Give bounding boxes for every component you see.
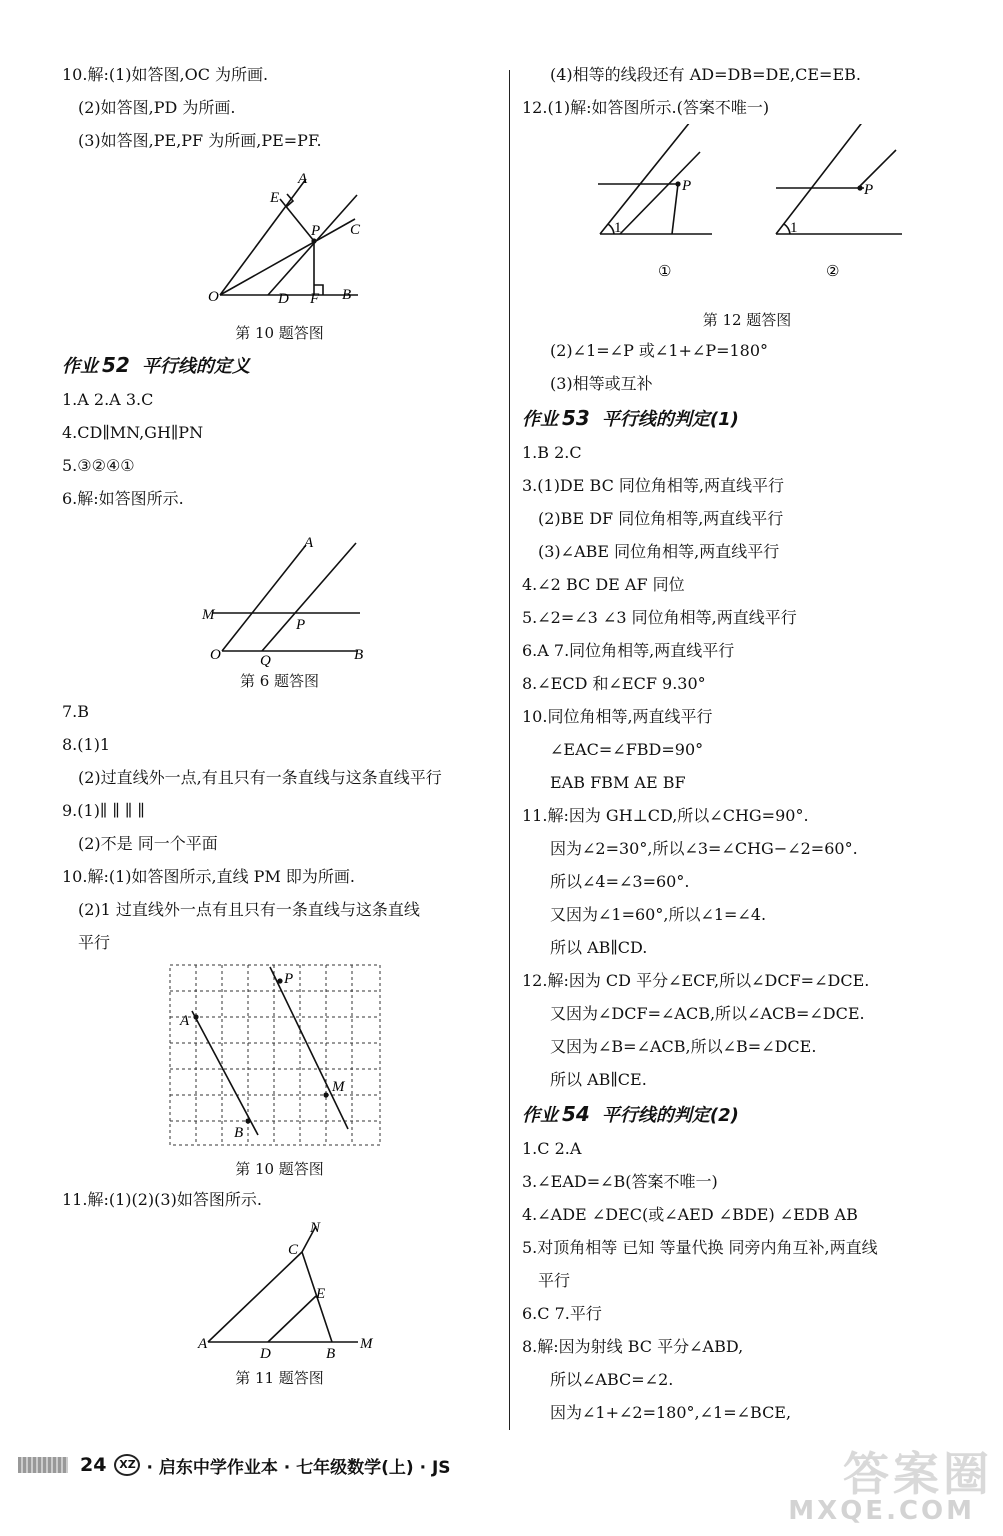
label-M: M bbox=[202, 607, 215, 623]
answer-line: ∠EAC=∠FBD=90° bbox=[550, 740, 704, 759]
section-prefix: 作业 bbox=[522, 409, 558, 430]
answer-line: 9.(1)∥ ∥ ∥ ∥ bbox=[62, 801, 145, 820]
section-title: 平行线的定义 bbox=[141, 356, 250, 377]
answer-line: 3.(1)DE BC 同位角相等,两直线平行 bbox=[522, 476, 784, 495]
label-Q: Q bbox=[260, 653, 271, 667]
label-O: O bbox=[210, 647, 221, 663]
label-P: P bbox=[311, 223, 321, 239]
figure-caption: 第 6 题答图 bbox=[239, 672, 320, 690]
answer-line: (2)不是 同一个平面 bbox=[78, 834, 218, 853]
answer-line: 8.(1)1 bbox=[62, 735, 111, 754]
figure-q10-angle-bisector bbox=[62, 157, 497, 319]
barcode-strip bbox=[18, 1457, 68, 1473]
answer-line: 3.∠EAD=∠B(答案不唯一) bbox=[522, 1172, 718, 1191]
label-A: A bbox=[180, 1013, 190, 1029]
answer-line: 5.③②④① bbox=[62, 456, 135, 475]
label-B: B bbox=[342, 287, 352, 303]
answer-line: 11.解:(1)(2)(3)如答图所示. bbox=[62, 1190, 262, 1209]
answer-line: (3)如答图,PE,PF 为所画,PE=PF. bbox=[78, 131, 322, 150]
answer-line: (2)1 过直线外一点有且只有一条直线与这条直线 bbox=[78, 900, 420, 919]
section-prefix: 作业 bbox=[522, 1105, 558, 1126]
label-A: A bbox=[304, 535, 314, 551]
label-C: C bbox=[288, 1242, 299, 1258]
section-title: 平行线的判定(1) bbox=[601, 409, 739, 430]
figure-caption: 第 10 题答图 bbox=[235, 1160, 324, 1178]
answer-line: 5.对顶角相等 已知 等量代换 同旁内角互补,两直线 bbox=[522, 1238, 878, 1257]
answer-line: 8.解:因为射线 BC 平分∠ABD, bbox=[522, 1337, 744, 1356]
answer-line: 12.(1)解:如答图所示.(答案不唯一) bbox=[522, 98, 770, 117]
section-number: 54 bbox=[562, 1102, 590, 1126]
answer-line: 因为∠1+∠2=180°,∠1=∠BCE, bbox=[550, 1403, 792, 1422]
label-N: N bbox=[310, 1220, 321, 1236]
label-B: B bbox=[234, 1125, 244, 1141]
answer-line: 4.∠ADE ∠DEC(或∠AED ∠BDE) ∠EDB AB bbox=[522, 1205, 858, 1224]
label-P: P bbox=[296, 617, 306, 633]
answer-line: 平行 bbox=[538, 1271, 571, 1290]
answer-line: 平行 bbox=[78, 933, 111, 952]
answer-line: 8.∠ECD 和∠ECF 9.30° bbox=[522, 674, 706, 693]
answer-line: 1.C 2.A bbox=[522, 1139, 582, 1158]
subfigure-2-label: ② bbox=[826, 264, 840, 280]
answer-line: 1.B 2.C bbox=[522, 443, 582, 462]
section-prefix: 作业 bbox=[62, 356, 98, 377]
answer-line: 4.∠2 BC DE AF 同位 bbox=[522, 575, 685, 594]
label-M: M bbox=[360, 1336, 373, 1352]
label-P: P bbox=[864, 182, 874, 198]
figure-q12 bbox=[522, 124, 972, 306]
answer-line: 又因为∠1=60°,所以∠1=∠4. bbox=[550, 905, 767, 924]
column-divider bbox=[509, 70, 510, 1430]
section-number: 53 bbox=[562, 406, 590, 430]
figure-caption: 第 10 题答图 bbox=[235, 324, 324, 342]
answer-line: 所以 AB∥CE. bbox=[550, 1070, 647, 1089]
label-A: A bbox=[298, 171, 308, 187]
answer-line: 1.A 2.A 3.C bbox=[62, 390, 154, 409]
answer-line: 所以∠4=∠3=60°. bbox=[550, 872, 690, 891]
answer-line: 11.解:因为 GH⊥CD,所以∠CHG=90°. bbox=[522, 806, 809, 825]
answer-line: 所以∠ABC=∠2. bbox=[550, 1370, 674, 1389]
label-1: 1 bbox=[614, 220, 622, 236]
section-number: 52 bbox=[102, 353, 130, 377]
figure-caption: 第 11 题答图 bbox=[235, 1369, 324, 1387]
answer-line: 10.解:(1)如答图,OC 为所画. bbox=[62, 65, 269, 84]
page-number: 24 bbox=[80, 1454, 107, 1476]
answer-line: (4)相等的线段还有 AD=DB=DE,CE=EB. bbox=[550, 65, 861, 84]
label-P: P bbox=[682, 178, 692, 194]
label-O: O bbox=[208, 289, 219, 305]
label-C: C bbox=[350, 222, 361, 238]
label-D: D bbox=[278, 291, 289, 307]
answer-line: (3)相等或互补 bbox=[550, 374, 653, 393]
answer-line: 因为∠2=30°,所以∠3=∠CHG−∠2=60°. bbox=[550, 839, 858, 858]
answer-line: 6.解:如答图所示. bbox=[62, 489, 184, 508]
label-P: P bbox=[284, 971, 294, 987]
answer-line: 10.同位角相等,两直线平行 bbox=[522, 707, 713, 726]
answer-line: 6.A 7.同位角相等,两直线平行 bbox=[522, 641, 735, 660]
book-title: · 启东中学作业本 · 七年级数学(上) · JS bbox=[146, 1457, 451, 1478]
publisher-badge: XZ bbox=[114, 1454, 140, 1476]
answer-line: 4.CD∥MN,GH∥PN bbox=[62, 423, 204, 442]
answer-line: (3)∠ABE 同位角相等,两直线平行 bbox=[538, 542, 780, 561]
label-B: B bbox=[354, 647, 364, 663]
answer-line: 又因为∠B=∠ACB,所以∠B=∠DCE. bbox=[550, 1037, 817, 1056]
answer-line: (2)过直线外一点,有且只有一条直线与这条直线平行 bbox=[78, 768, 442, 787]
label-B: B bbox=[326, 1346, 336, 1362]
subfigure-1-label: ① bbox=[658, 264, 672, 280]
label-D: D bbox=[260, 1346, 271, 1362]
label-A: A bbox=[198, 1336, 208, 1352]
answer-line: 6.C 7.平行 bbox=[522, 1304, 602, 1323]
label-F: F bbox=[310, 291, 320, 307]
figure-q6-parallel-lines bbox=[62, 515, 497, 667]
answer-line: 5.∠2=∠3 ∠3 同位角相等,两直线平行 bbox=[522, 608, 797, 627]
right-column bbox=[522, 58, 972, 1429]
figure-q11-triangle bbox=[62, 1216, 497, 1364]
answer-line: 7.B bbox=[62, 702, 90, 721]
section-heading-52 bbox=[62, 347, 497, 383]
answer-line: 10.解:(1)如答图所示,直线 PM 即为所画. bbox=[62, 867, 355, 886]
section-heading-53 bbox=[522, 400, 972, 436]
answer-line: 所以 AB∥CD. bbox=[550, 938, 648, 957]
page-footer bbox=[18, 1452, 451, 1478]
label-1: 1 bbox=[790, 220, 798, 236]
label-E: E bbox=[316, 1286, 326, 1302]
answer-line: EAB FBM AE BF bbox=[550, 773, 686, 792]
answer-line: (2)∠1=∠P 或∠1+∠P=180° bbox=[550, 341, 769, 360]
label-E: E bbox=[270, 190, 280, 206]
watermark-url: MXQE.COM bbox=[788, 1496, 975, 1526]
section-title: 平行线的判定(2) bbox=[601, 1105, 739, 1126]
watermark-logo: 答案圈 bbox=[843, 1447, 993, 1501]
figure-caption: 第 12 题答图 bbox=[702, 311, 792, 329]
figure-q10-grid bbox=[62, 959, 497, 1155]
answer-line: 12.解:因为 CD 平分∠ECF,所以∠DCF=∠DCE. bbox=[522, 971, 870, 990]
answer-line: (2)如答图,PD 为所画. bbox=[78, 98, 236, 117]
section-heading-54 bbox=[522, 1096, 972, 1132]
answer-line: (2)BE DF 同位角相等,两直线平行 bbox=[538, 509, 784, 528]
label-M: M bbox=[332, 1079, 345, 1095]
left-column bbox=[62, 58, 497, 1392]
answer-line: 又因为∠DCF=∠ACB,所以∠ACB=∠DCE. bbox=[550, 1004, 865, 1023]
